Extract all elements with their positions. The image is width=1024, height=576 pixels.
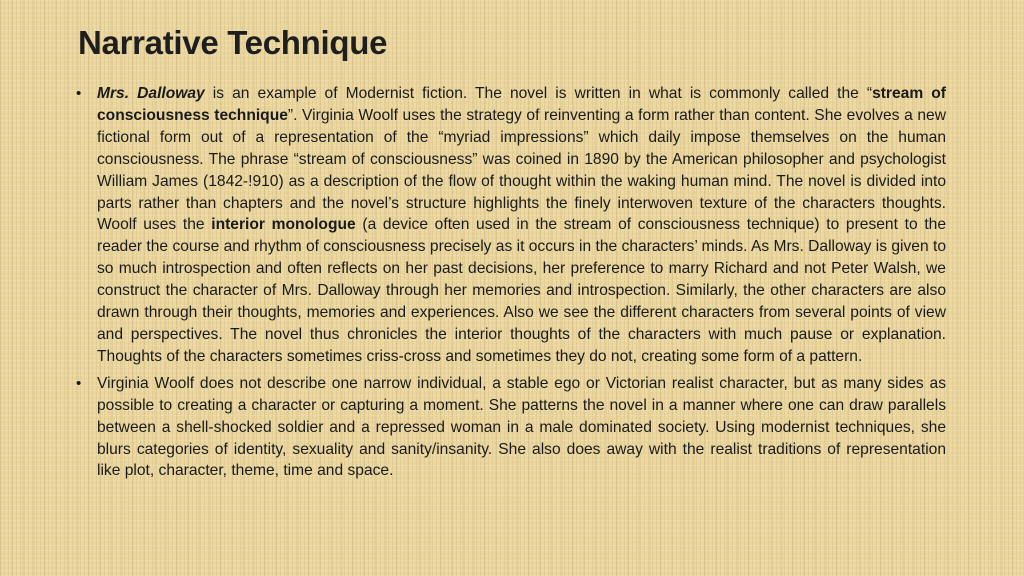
term-emphasis: interior monologue xyxy=(211,216,356,234)
bullet-dot-icon: • xyxy=(76,85,82,102)
bullet-list xyxy=(76,83,946,482)
bullet-item-1 xyxy=(76,83,946,368)
paragraph-text: Virginia Woolf does not describe one narrow individual, a stable ego or Victorian realist character, but as many sides as possible to creating a character or capturing a moment. She patterns the novel in a manner where one can draw parallels between a shell-shocked soldier and a repressed woman in a male dominated society. Using modernist techniques, she blurs categories of identity, sexuality and sanity/insanity. She also does away with the realist traditions of representation like plot, character, theme, time and space. xyxy=(97,374,946,480)
book-title-emphasis: Mrs. Dalloway xyxy=(97,85,205,102)
bullet-dot-icon: • xyxy=(76,374,82,392)
paragraph-text: (a device often used in the stream of consciousness technique) to present to the reader the course and rhythm of consciousness precisely as it occurs in the characters’ minds. As Mrs. Dalloway is given to so much introspection and often reflects on her past decisions, her preference to marry Richard and not Peter Walsh, we construct the character of Mrs. Dalloway through her memories and introspection. Similarly, the other characters are also drawn through their thoughts, memories and experiences. Also we see the different characters from several points of view and perspectives. The novel thus chronicles the interior thoughts of the characters with much pause or explanation. Thoughts of the characters sometimes criss-cross and sometimes they do not, creating some form of a pattern. xyxy=(97,216,946,365)
slide-title: Narrative Technique xyxy=(78,24,388,61)
paragraph-text: is an example of Modernist fiction. The novel is written in what is commonly called the “ xyxy=(204,85,873,102)
term-emphasis: stream of consciousness technique xyxy=(97,85,946,124)
bullet-item-2 xyxy=(76,373,946,483)
paragraph-text: ”. Virginia Woolf uses the strategy of reinventing a form rather than content. She evolves a new fictional form out of a representation of the “myriad impressions” which daily impose themselves on the human consciousness. The phrase “stream of consciousness” was coined in 1890 by the American philosopher and psychologist William James (1842-!910) as a description of the flow of thought within the waking human mind. The novel is divided into parts rather than chapters and the novel’s structure highlights the finely interwoven texture of the characters thoughts. Woolf uses the xyxy=(97,106,946,234)
